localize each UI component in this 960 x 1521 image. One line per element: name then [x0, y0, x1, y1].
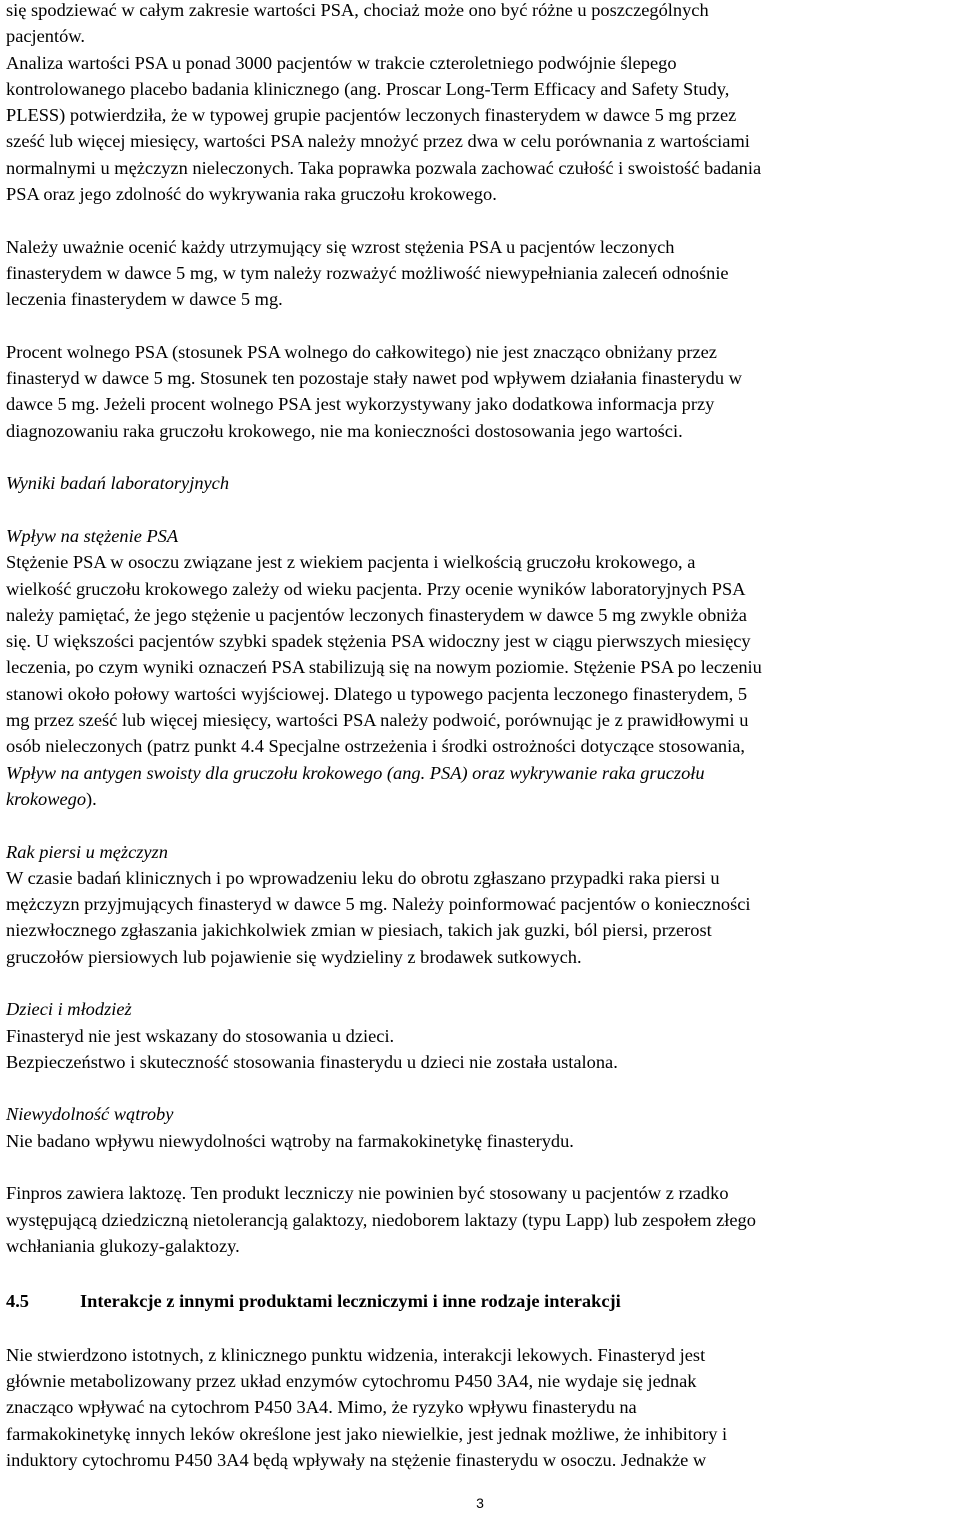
italic-fragment: krokowego [6, 788, 87, 809]
paragraph-psa-concentration [6, 549, 950, 812]
heading-lab-results: Wyniki badań laboratoryjnych [6, 473, 230, 494]
paragraph-children [6, 1023, 950, 1076]
text-line: się spodziewać w całym zakresie wartości PSA, chociaż może ono być różne u poszczególnych [6, 0, 709, 20]
text-line: finasteryd w dawce 5 mg. Stosunek ten pozostaje stały nawet pod wpływem działania finasterydu w [6, 368, 742, 389]
text-line: mężczyzn przyjmujących finasteryd w dawce 5 mg. Należy poinformować pacjentów o konieczności [6, 894, 751, 915]
text-line: finasterydem w dawce 5 mg, w tym należy rozważyć możliwość niewypełniania zaleceń odnośnie [6, 262, 729, 283]
section-heading [6, 1286, 950, 1316]
text-line: stanowi około połowy wartości wyjściowej. Dlatego u typowego pacjenta leczonego finasterydem, 5 [6, 683, 748, 704]
heading-psa-effect: Wpływ na stężenie PSA [6, 525, 179, 546]
text-line [6, 786, 950, 812]
paragraph-interactions [6, 1342, 950, 1473]
paragraph-breast-cancer [6, 865, 950, 970]
text-line: Nie badano wpływu niewydolności wątroby na farmakokinetykę finasterydu. [6, 1130, 574, 1151]
paragraph-lactose [6, 1180, 950, 1259]
text-line: normalnymi u mężczyzn nieleczonych. Taka poprawka pozwala zachować czułość i swoistość badania [6, 157, 762, 178]
heading-liver-failure: Niewydolność wątroby [6, 1104, 174, 1125]
paragraph-liver [6, 1128, 950, 1154]
text-line: PSA oraz jego zdolność do wykrywania raka gruczołu krokowego. [6, 184, 497, 205]
text-line: znacząco wpływać na cytochrom P450 3A4. Mimo, że ryzyko wpływu finasterydu na [6, 1397, 637, 1418]
paragraph-psa-increase [6, 234, 950, 313]
text-line: Bezpieczeństwo i skuteczność stosowania finasterydu u dzieci nie została ustalona. [6, 1051, 618, 1072]
text-line: Nie stwierdzono istotnych, z klinicznego punktu widzenia, interakcji lekowych. Finasteryd jest [6, 1344, 706, 1365]
text-line: niezwłocznego zgłaszania jakichkolwiek zmian w piesiach, takich jak guzki, ból piersi, przerost [6, 920, 712, 941]
paragraph-free-psa [6, 339, 950, 444]
text-line: farmakokinetykę innych leków określone jest jako niewielkie, jest jednak możliwe, że inhibitory i [6, 1423, 728, 1444]
text-line: diagnozowaniu raka gruczołu krokowego, nie ma konieczności dostosowania jego wartości. [6, 420, 683, 441]
section-title: Interakcje z innymi produktami leczniczymi i inne rodzaje interakcji [80, 1290, 621, 1311]
text-line: należy pamiętać, że jego stężenie u pacjentów leczonych finasterydem w dawce 5 mg zwykle obniża [6, 604, 747, 625]
text-line: PLESS) potwierdziła, że w typowej grupie pacjentów leczonych finasterydem w dawce 5 mg przez [6, 105, 737, 126]
text-line: występującą dziedziczną nietolerancją galaktozy, niedoborem laktazy (typu Lapp) lub zespołem złego [6, 1209, 756, 1230]
text-line: Wpływ na antygen swoisty dla gruczołu krokowego (ang. PSA) oraz wykrywanie raka gruczołu [6, 762, 705, 783]
text-line: wielkość gruczołu krokowego zależy od wieku pacjenta. Przy ocenie wyników laboratoryjnych PSA [6, 578, 746, 599]
heading-male-breast-cancer: Rak piersi u mężczyzn [6, 841, 168, 862]
text-line: induktory cytochromu P450 3A4 będą wpływały na stężenie finasterydu w osoczu. Jednakże w [6, 1450, 707, 1471]
text-fragment: ). [86, 788, 97, 809]
text-line: osób nieleczonych (patrz punkt 4.4 Specjalne ostrzeżenia i środki ostrożności dotyczące stosowania, [6, 736, 745, 757]
document-page [6, 0, 950, 1473]
text-line: głównie metabolizowany przez układ enzymów cytochromu P450 3A4, nie wydaje się jednak [6, 1371, 697, 1392]
text-line: pacjentów. [6, 26, 85, 47]
page-number: 3 [476, 1495, 484, 1511]
text-line: Analiza wartości PSA u ponad 3000 pacjentów w trakcie czteroletniego podwójnie ślepego [6, 52, 677, 73]
section-number: 4.5 [6, 1290, 29, 1311]
paragraph-psa-range [6, 0, 950, 207]
heading-children: Dzieci i młodzież [6, 999, 132, 1020]
text-line: dawce 5 mg. Jeżeli procent wolnego PSA jest wykorzystywany jako dodatkowa informacja przy [6, 394, 715, 415]
text-line: Procent wolnego PSA (stosunek PSA wolnego do całkowitego) nie jest znacząco obniżany przez [6, 341, 717, 362]
text-line: leczenia finasterydem w dawce 5 mg. [6, 289, 283, 310]
text-line: W czasie badań klinicznych i po wprowadzeniu leku do obrotu zgłaszano przypadki raka piersi u [6, 867, 720, 888]
text-line: Finasteryd nie jest wskazany do stosowania u dzieci. [6, 1025, 395, 1046]
text-line: się. U większości pacjentów szybki spadek stężenia PSA widoczny jest w ciągu pierwszych miesięcy [6, 631, 751, 652]
text-line: mg przez sześć lub więcej miesięcy, wartości PSA należy podwoić, porównując je z prawidłowymi u [6, 710, 749, 731]
text-line: wchłaniania glukozy-galaktozy. [6, 1235, 240, 1256]
text-line: sześć lub więcej miesięcy, wartości PSA należy mnożyć przez dwa w celu porównania z wartościami [6, 131, 750, 152]
text-line: kontrolowanego placebo badania klinicznego (ang. Proscar Long-Term Efficacy and Safety Study, [6, 78, 730, 99]
text-line: Stężenie PSA w osoczu związane jest z wiekiem pacjenta i wielkością gruczołu krokowego, a [6, 552, 696, 573]
text-line: leczenia, po czym wyniki oznaczeń PSA stabilizują się na nowym poziomie. Stężenie PSA po leczeniu [6, 657, 762, 678]
text-line: gruczołów piersiowych lub pojawienie się wydzieliny z brodawek sutkowych. [6, 946, 582, 967]
text-line: Należy uważnie ocenić każdy utrzymujący się wzrost stężenia PSA u pacjentów leczonych [6, 236, 675, 257]
text-line: Finpros zawiera laktozę. Ten produkt leczniczy nie powinien być stosowany u pacjentów z rzadko [6, 1183, 729, 1204]
